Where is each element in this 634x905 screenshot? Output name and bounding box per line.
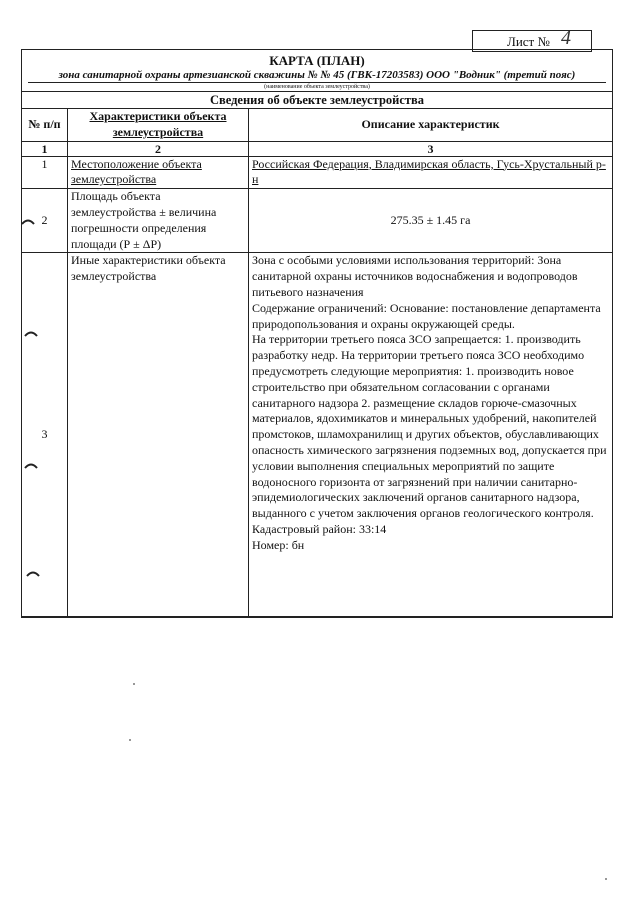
scan-speck <box>605 878 607 880</box>
document-title: КАРТА (ПЛАН) <box>269 53 365 68</box>
section-heading: Сведения об объекте землеустройства <box>22 91 612 108</box>
description-paragraph: Зона с особыми условиями использования территорий: Зона санитарной охраны источников водоснабжения и водопроводов питьевого назначения <box>252 253 578 299</box>
table-number-row <box>22 141 612 156</box>
table-row <box>22 156 612 189</box>
row-characteristic: Местоположение объекта землеустройства <box>68 156 249 189</box>
row-description <box>249 253 613 617</box>
row-characteristic: Площадь объекта землеустройства ± величина погрешности определения площади (Р ± ΔР) <box>68 189 249 253</box>
scan-speck <box>129 739 131 741</box>
scan-speck <box>133 683 135 685</box>
sheet-number-handwritten: 4 <box>561 27 571 49</box>
col-header-characteristic: Характеристики объекта землеустройства <box>68 109 249 142</box>
row-description: 275.35 ± 1.45 га <box>249 189 613 253</box>
col-header-description: Описание характеристик <box>249 109 613 142</box>
object-info-table <box>22 108 612 617</box>
table-header-row <box>22 109 612 142</box>
col-number-2: 2 <box>68 141 249 156</box>
table-row <box>22 189 612 253</box>
subtitle-hint: (наименование объекта землеустройства) <box>28 82 606 91</box>
punch-hole-mark <box>24 462 38 469</box>
col-number-1: 1 <box>22 141 68 156</box>
description-paragraph: Кадастровый район: 33:14 <box>252 521 387 536</box>
row-number: 1 <box>22 156 68 189</box>
col-number-3: 3 <box>249 141 613 156</box>
description-paragraph: Содержание ограничений: Основание: постановление департамента природопользования и охраны окружающей среды. <box>252 300 601 331</box>
col-header-num: № п/п <box>22 109 68 142</box>
row-number: 3 <box>22 253 68 617</box>
row-number: 2 <box>22 189 68 253</box>
description-paragraph: На территории третьего пояса ЗСО запрещается: 1. производить разработку недр. На территории третьего пояса ЗСО необходимо предусмотреть следующие мероприятия: 1. производить новое строительство при обязательном согласовании с органами санитарного надзора 2. размещение складов горюче-смазочных материалов, ядохимикатов и минеральных удобрений, накопителей промстоков, шламохранилищ и других объектов, обуславливающих опасность химического загрязнения подземных вод, допускается при условии выполнения специальных мероприятий по защите водоносного горизонта от загрязнений при наличии санитарно-эпидемиологических заключений органов санитарного надзора, выданного с учетом заключения органов геологического контроля. <box>252 332 607 521</box>
row-description: Российская Федерация, Владимирская область, Гусь-Хрустальный р-н <box>249 156 613 189</box>
document-frame <box>21 49 613 618</box>
sheet-label: Лист № <box>507 34 550 49</box>
row-characteristic: Иные характеристики объекта землеустройства <box>68 253 249 617</box>
document-subtitle: зона санитарной охраны артезианской скважины № № 45 (ГВК-17203583) ООО "Водник" (третий пояс) <box>58 69 576 81</box>
table-row <box>22 253 612 617</box>
punch-hole-mark <box>21 218 35 225</box>
description-paragraph: Номер: бн <box>252 537 305 552</box>
punch-hole-mark <box>26 570 40 577</box>
punch-hole-mark <box>24 330 38 337</box>
